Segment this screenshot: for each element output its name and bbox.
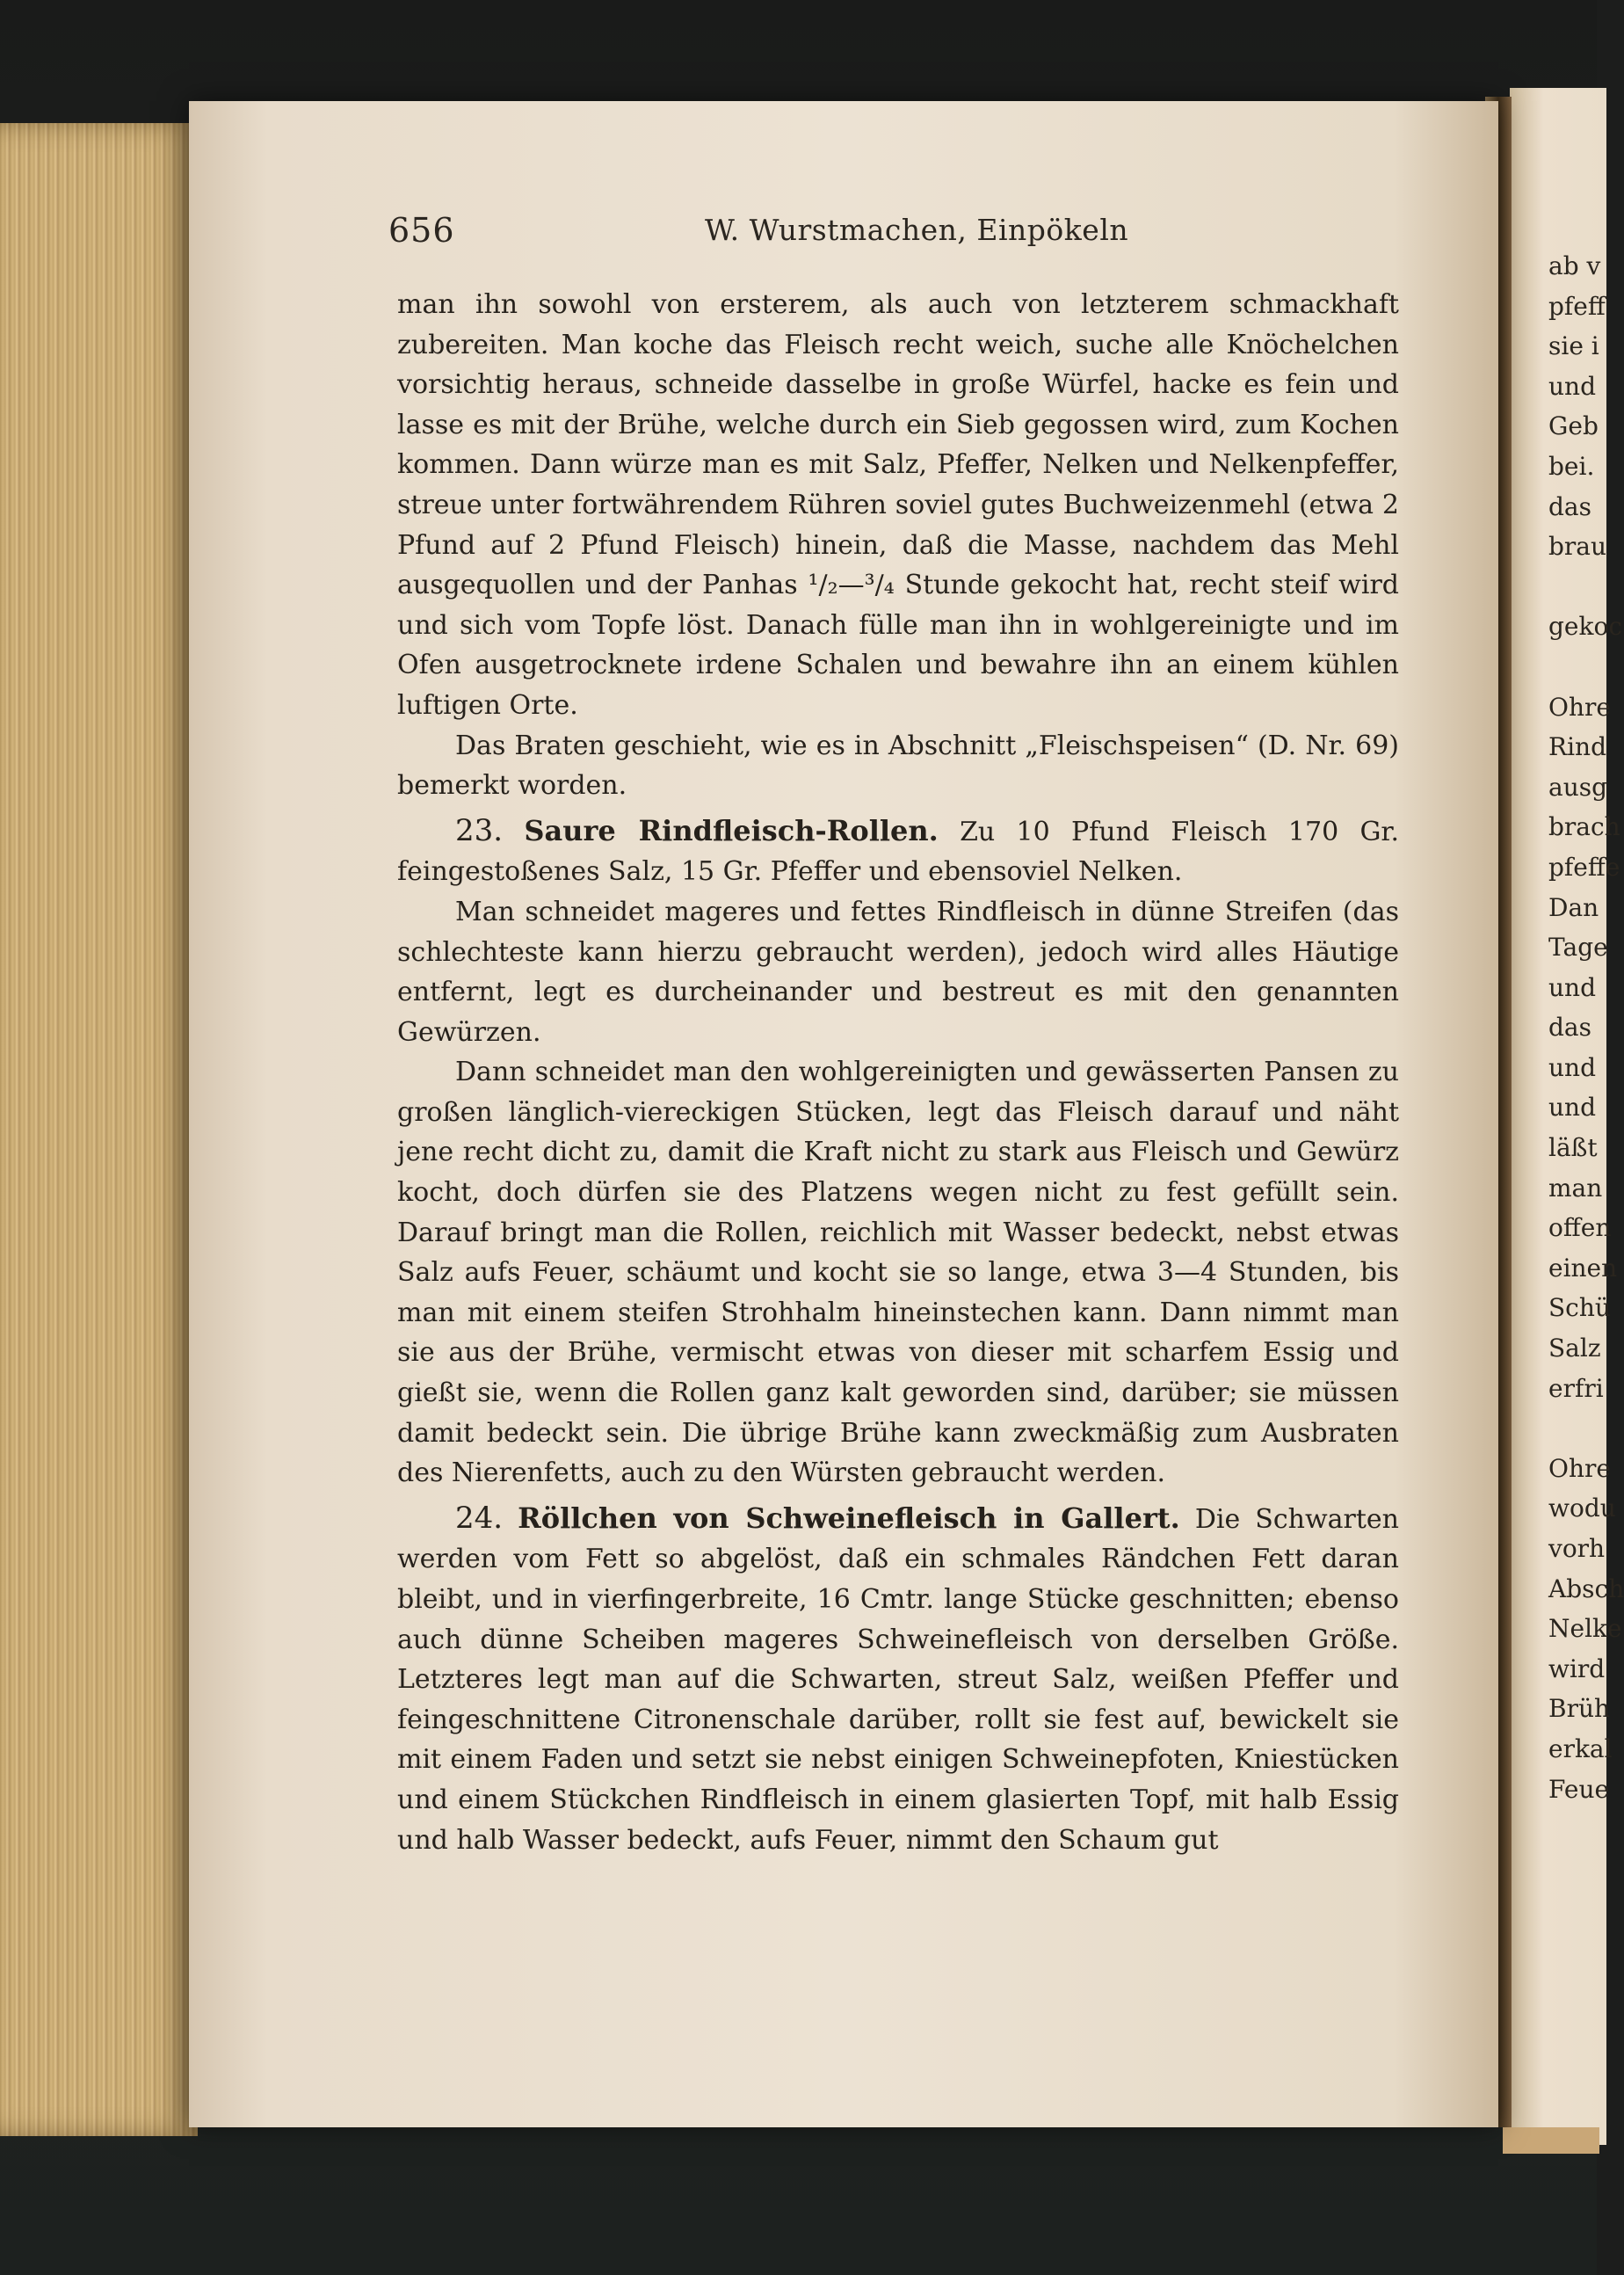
facing-page-edge bbox=[1503, 2127, 1599, 2154]
running-title: W. Wurstmachen, Einpökeln bbox=[705, 213, 1129, 247]
fragment-line: wodu bbox=[1548, 1494, 1616, 1523]
fragment-line: läßt bbox=[1548, 1133, 1598, 1163]
fragment-line: und bbox=[1548, 972, 1596, 1002]
fragment-line: wird bbox=[1548, 1654, 1606, 1683]
fragment-line: pfeff bbox=[1548, 291, 1606, 321]
fragment-line: das bbox=[1548, 491, 1591, 521]
fragment-line: erkal bbox=[1548, 1734, 1613, 1763]
paragraph: Dann schneidet man den wohlgereinigten und gewässerten Pansen zu großen länglich-viereckigen Stücken, legt das Fleisch darauf und näht jene recht dicht zu, damit die Kraft nicht zu stark aus Fleisch und Gewürz kocht, doch dürfen sie des Platzens wegen nicht zu fest gefüllt sein. Darauf bringt man die Rollen, reichlich mit Wasser bedeckt, nebst etwas Salz aufs Feuer, schäumt und kocht sie so lange, etwa 3—4 Stunden, bis man mit einem steifen Strohhalm hineinstechen kann. Dann nimmt man sie aus der Brühe, vermischt etwas von dieser mit scharfem Essig und gießt sie, wenn die Rollen ganz kalt geworden sind, darüber; sie müssen damit bedeckt sein. Die übrige Brühe kann zweckmäßig zum Ausbraten des Nierenfetts, auch zu den Würsten gebraucht werden. bbox=[397, 1057, 1399, 1489]
page-header bbox=[388, 211, 1399, 255]
fragment-line: Salz bbox=[1548, 1334, 1601, 1363]
paragraph: Man schneidet mageres und fettes Rindfleisch in dünne Streifen (das schlechteste kann hierzu gebraucht werden), jedoch wird alles Häutige entfernt, legt es durcheinander und bestreut es mit den genannten Gewürzen. bbox=[397, 896, 1399, 1048]
section-title: Saure Rindfleisch-Rollen. bbox=[524, 813, 939, 847]
fragment-line: und bbox=[1548, 1052, 1596, 1082]
fragment-gap bbox=[1548, 567, 1601, 607]
fragment-line: brau bbox=[1548, 532, 1607, 562]
fragment-line: offen bbox=[1548, 1213, 1612, 1243]
fragment-line: und bbox=[1548, 1093, 1596, 1123]
fragment-line: Tage bbox=[1548, 933, 1608, 963]
fragment-line: Nelke bbox=[1548, 1614, 1622, 1644]
fragment-line: Feue bbox=[1548, 1774, 1610, 1804]
fragment-gap bbox=[1548, 647, 1601, 687]
fragment-line: Rind bbox=[1548, 732, 1606, 762]
fragment-line: vorh bbox=[1548, 1534, 1606, 1563]
fragment-line: bei. bbox=[1548, 451, 1595, 481]
fragment-line: sie i bbox=[1548, 331, 1599, 361]
fragment-line: ausg bbox=[1548, 772, 1608, 802]
paragraph: man ihn sowohl von ersterem, als auch von letzterem schmackhaft zubereiten. Man koche das Fleisch recht weich, suche alle Knöchelchen vorsichtig heraus, schneide dasselbe in große Würfel, hacke es fein und lasse es mit der Brühe, welche durch ein Sieb gegossen wird, zum Kochen kommen. Dann würze man es mit Salz, Pfeffer, Nelken und Nelkenpfeffer, streue unter fortwährendem Rühren soviel gutes Buchweizenmehl (etwa 2 Pfund auf 2 Pfund Fleisch) hinein, daß die Masse, nachdem das Mehl ausgequollen und der Panhas ¹/₂—³/₄ Stunde gekocht hat, recht steif wird und sich vom Topfe löst. Danach fülle man ihn in wohlgereinigte und im Ofen ausgetrocknete irdene Schalen und bewahre ihn an einem kühlen luftigen Orte. bbox=[397, 289, 1399, 721]
section-title: Röllchen von Schweinefleisch in Gallert. bbox=[518, 1501, 1180, 1535]
fragment-line: Absch bbox=[1548, 1574, 1624, 1603]
fragment-line: Geb bbox=[1548, 411, 1599, 441]
fragment-line: Schü bbox=[1548, 1293, 1611, 1323]
fragment-line: ab v bbox=[1548, 251, 1601, 280]
fragment-line: einen bbox=[1548, 1253, 1618, 1283]
fragment-line: erfri bbox=[1548, 1373, 1604, 1403]
section-number: 24. bbox=[455, 1500, 504, 1536]
fragment-line: pfeffe bbox=[1548, 852, 1620, 882]
section-23 bbox=[397, 811, 1399, 892]
section-text: Zu 10 Pfund Fleisch 170 Gr. feingestoßenes Salz, 15 Gr. Pfeffer und ebensoviel Nelken. bbox=[397, 816, 1399, 888]
fragment-gap bbox=[1548, 1408, 1601, 1449]
fragment-line: brach bbox=[1548, 812, 1620, 842]
fragment-line: Ohre bbox=[1548, 1453, 1611, 1483]
section-24 bbox=[397, 1499, 1399, 1860]
fragment-line: gekoc bbox=[1548, 612, 1622, 642]
fragment-line: Brüh bbox=[1548, 1694, 1611, 1724]
fragment-line: und bbox=[1548, 371, 1596, 401]
fragment-line: Ohre bbox=[1548, 692, 1611, 722]
fragment-line: Dan bbox=[1548, 892, 1599, 922]
section-number: 23. bbox=[455, 812, 504, 848]
section-text: Die Schwarten werden vom Fett so abgelöst, daß ein schmales Rändchen Fett daran bleibt, und in vierfingerbreite, 16 Cmtr. lange Stücke geschnitten; ebenso auch dünne Scheiben mageres Schweinefleisch von derselben Größe. Letzteres legt man auf die Schwarten, streut Salz, weißen Pfeffer und feingeschnittene Citronenschale darüber, rollt sie fest auf, bewickelt sie mit einem Faden und setzt sie nebst einigen Schweinepfoten, Kniestücken und einem Stückchen Rindfleisch in einem glasierten Topf, mit halb Essig und halb Wasser bedeckt, aufs Feuer, nimmt den Schaum gut bbox=[397, 1503, 1399, 1856]
page-number: 656 bbox=[388, 211, 455, 250]
fragment-line: man bbox=[1548, 1173, 1603, 1203]
page-body bbox=[397, 285, 1399, 1955]
paragraph: Das Braten geschieht, wie es in Abschnitt „Fleischspeisen“ (D. Nr. 69) bemerkt worden. bbox=[397, 730, 1399, 802]
facing-page-text bbox=[1548, 246, 1624, 1809]
fragment-line: das bbox=[1548, 1013, 1591, 1043]
book-fore-edge bbox=[0, 123, 198, 2136]
